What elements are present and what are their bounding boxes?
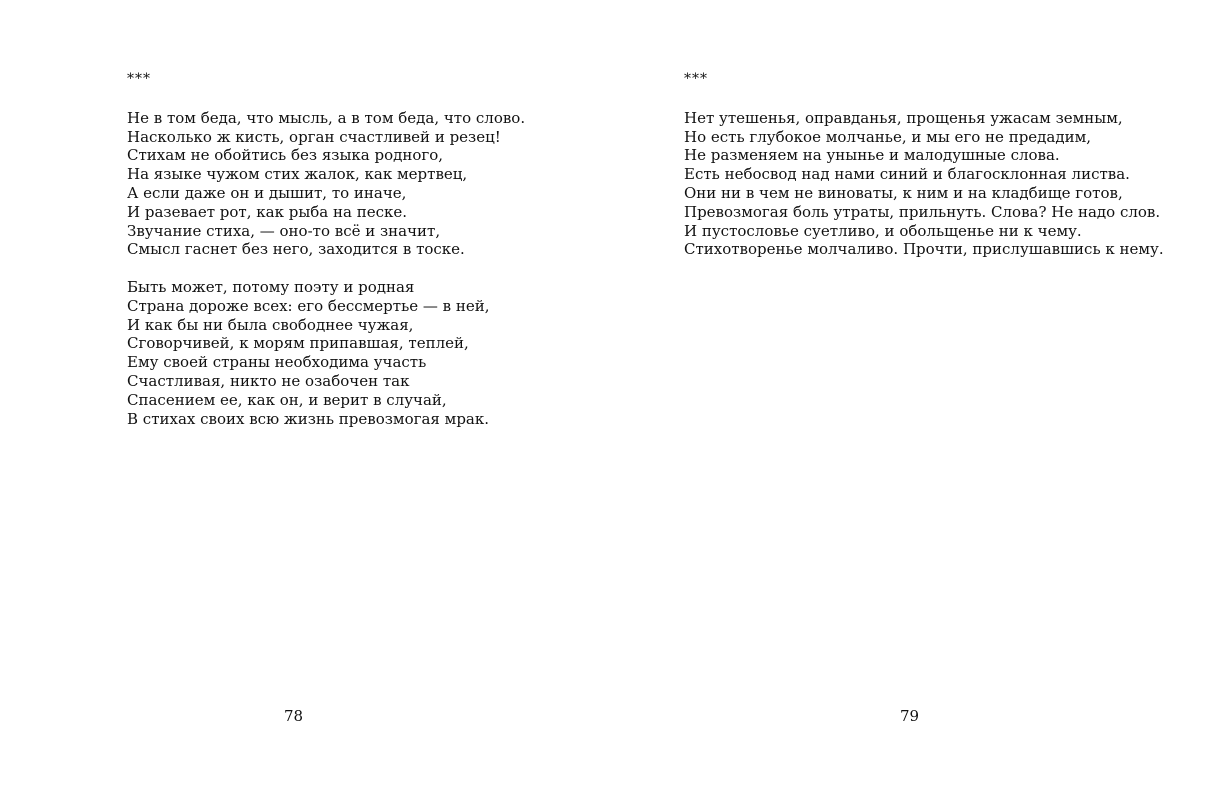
page-number: 78 <box>284 707 304 725</box>
poem-line: Нет утешенья, оправданья, прощенья ужасам земным, <box>684 108 1123 127</box>
poem-line: И разевает рот, как рыба на песке. <box>127 202 407 221</box>
poem-line: Стихам не обойтись без языка родного, <box>127 146 444 165</box>
poem-line: Быть может, потому поэту и родная <box>127 277 415 296</box>
poem-line: На языке чужом стих жалок, как мертвец, <box>127 165 468 184</box>
poem-line: Сговорчивей, к морям припавшая, теплей, <box>127 334 469 353</box>
stanza-2 <box>127 278 525 428</box>
poem-line: Не разменяем на унынье и малодушные слова. <box>684 146 1060 165</box>
poem-line: Звучание стиха, — оно-то всё и значит, <box>127 221 441 240</box>
poem-line: Счастливая, никто не озабочен так <box>127 371 410 390</box>
right-page <box>606 0 1212 800</box>
poem-line: В стихах своих всю жизнь превозмогая мрак. <box>127 409 490 428</box>
stanza-1 <box>684 109 1164 259</box>
poem-right <box>684 70 1164 278</box>
poem-line: Но есть глубокое молчанье, и мы его не предадим, <box>684 127 1092 146</box>
poem-line: Превозмогая боль утраты, прильнуть. Слова? Не надо слов. <box>684 202 1161 221</box>
poem-left <box>127 70 525 447</box>
stanza-1 <box>127 109 525 259</box>
poem-line: А если даже он и дышит, то иначе, <box>127 183 407 202</box>
poem-line: Смысл гаснет без него, заходится в тоске. <box>127 240 465 259</box>
poem-line: Страна дороже всех: его бессмертье — в ней, <box>127 296 490 315</box>
poem-line: И пустословье суетливо, и обольщенье ни к чему. <box>684 221 1082 240</box>
poem-line: Ему своей страны необходима участь <box>127 353 427 372</box>
poem-separator: *** <box>127 71 151 87</box>
poem-separator: *** <box>684 71 708 87</box>
poem-line: Спасением ее, как он, и верит в случай, <box>127 390 447 409</box>
page-number: 79 <box>900 707 920 725</box>
poem-line: Насколько ж кисть, орган счастливей и резец! <box>127 127 501 146</box>
poem-line: Есть небосвод над нами синий и благосклонная листва. <box>684 165 1130 184</box>
poem-line: Они ни в чем не виноваты, к ним и на кладбище готов, <box>684 183 1123 202</box>
poem-line: И как бы ни была свободнее чужая, <box>127 315 414 334</box>
poem-line: Не в том беда, что мысль, а в том беда, что слово. <box>127 108 526 127</box>
poem-line: Стихотворенье молчаливо. Прочти, прислушавшись к нему. <box>684 240 1164 259</box>
